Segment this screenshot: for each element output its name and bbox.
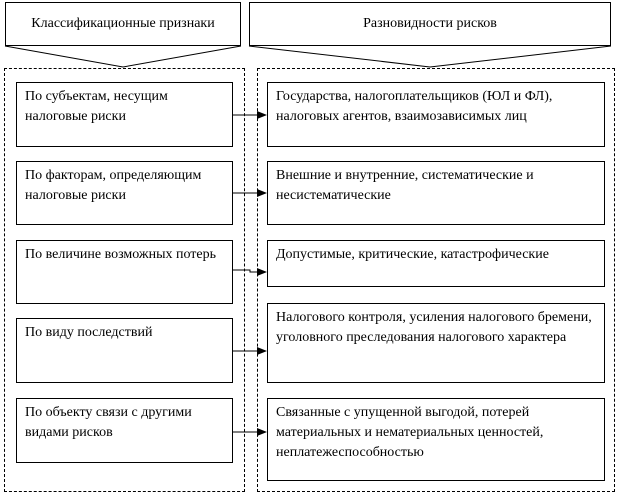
risk-type-box-1 — [267, 82, 605, 147]
criterion-label-1: По субъектам, несущим налоговые риски — [25, 89, 168, 124]
criterion-label-3: По величине возможных потерь — [25, 247, 217, 262]
criterion-label-2: По факторам, определяющим налоговые риски — [25, 168, 202, 203]
criterion-box-2 — [16, 161, 233, 225]
risk-type-box-2 — [267, 161, 605, 225]
criteria-header-funnel — [5, 46, 241, 67]
risk-types-header-label: Разновидности рисков — [363, 16, 497, 31]
criterion-box-3 — [16, 240, 233, 304]
risk-type-label-3: Допустимые, критические, катастрофические — [276, 247, 549, 262]
criterion-box-5 — [16, 398, 233, 463]
criterion-box-1 — [16, 82, 233, 147]
risk-type-label-4: Налогового контроля, усиления налогового бремени, уголовного преследования налогового характера — [276, 310, 592, 345]
criterion-box-4 — [16, 318, 233, 383]
risk-type-box-3 — [267, 240, 605, 287]
criterion-label-4: По виду последствий — [25, 325, 153, 340]
risk-types-header-funnel — [249, 46, 611, 67]
risk-type-label-2: Внешние и внутренние, систематические и несистематические — [276, 168, 534, 203]
risk-type-label-5: Связанные с упущенной выгодой, потерей материальных и нематериальных ценностей, неплатежеспособностью — [276, 405, 544, 460]
risk-type-label-1: Государства, налогоплательщиков (ЮЛ и ФЛ), налоговых агентов, взаимозависимых лиц — [276, 89, 553, 124]
criteria-header-label: Классификационные признаки — [31, 16, 215, 31]
row-3-arrow — [233, 270, 266, 272]
risk-type-box-5 — [267, 398, 605, 481]
criterion-label-5: По объекту связи с другими видами рисков — [25, 405, 192, 440]
risk-type-box-4 — [267, 303, 605, 383]
